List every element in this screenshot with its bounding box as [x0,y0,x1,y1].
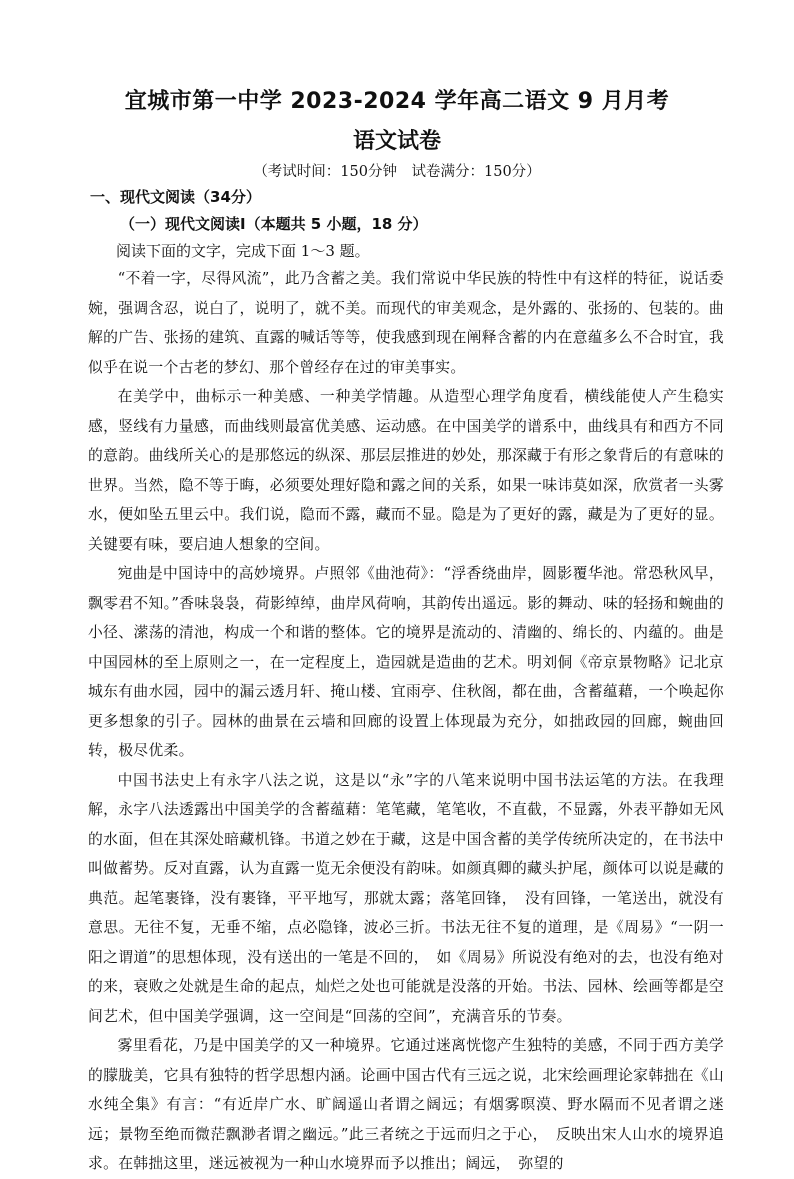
passage-paragraph-1: “不着一字，尽得风流”，此乃含蓄之美。我们常说中华民族的特性中有这样的特征，说话委婉，强调含忍，说白了，说明了，就不美。而现代的审美观念，是外露的、张扬的、包装的。曲解的广告、张扬的建筑、直露的喊话等等，使我感到现在阐释含蓄的内在意蕴多么不合时宜，我似乎在说一个古老的梦幻、那个曾经存在过的审美事实。 [88,270,724,376]
exam-title: 宜城市第一中学 2023-2024 学年高二语文 9 月月考 [124,89,670,114]
exam-info: （考试时间：150分钟 试卷满分：150分） [253,164,541,180]
passage-paragraph-3: 宛曲是中国诗中的高妙境界。卢照邻《曲池荷》：“浮香绕曲岸，圆影覆华池。常恐秋风早，飘零君不知。”香味袅袅，荷影绰绰，曲岸风荷响，其韵传出遥远。影的舞动、味的轻扬和蜿曲的小径、潆荡的清池，构成一个和谐的整体。它的境界是流动的、清幽的、绵长的、内蕴的。曲是中国园林的至上原则之一，在一定程度上，造园就是造曲的艺术。明刘侗《帝京景物略》记北京城东有曲水园，园中的漏云透月轩、掩山楼、宜雨亭、住秋阁，都在曲，含蓄蕴藉，一个唤起你更多想象的引子。园林的曲景在云墙和回廊的设置上体现最为充分，如拙政园的回廊，蜿曲回转，极尽优柔。 [88,565,724,759]
exam-subject-title: 语文试卷 [352,129,441,154]
passage-paragraph-2: 在美学中，曲标示一种美感、一种美学情趣。从造型心理学角度看，横线能使人产生稳实感，竖线有力量感，而曲线则最富优美感、运动感。在中国美学的谱系中，曲线具有和西方不同的意韵。曲线所关心的是那悠远的纵深、那层层推进的妙处，那深藏于有形之象背后的有意味的世界。当然，隐不等于晦，必须要处理好隐和露之间的关系，如果一味讳莫如深，欣赏者一头雾水，便如坠五里云中。我们说，隐而不露，藏而不显。隐是为了更好的露，藏是为了更好的显。关键要有味，要启迪人想象的空间。 [88,388,724,553]
reading-instruction: 阅读下面的文字，完成下面 1～3 题。 [116,242,370,260]
section-heading-part1: 一、现代文阅读（34分） [90,188,261,206]
section-subheading-reading1: （一）现代文阅读Ⅰ（本题共 5 小题，18 分） [120,215,428,233]
passage-paragraph-4: 中国书法史上有永字八法之说，这是以“永”字的八笔来说明中国书法运笔的方法。在我理解，永字八法透露出中国美学的含蓄蕴藉：笔笔藏，笔笔收，不直截，不显露，外表平静如无风的水面，但在其深处暗藏机锋。书道之妙在于藏，这是中国含蓄的美学传统所决定的，在书法中叫做蓄势。反对直露，认为直露一览无余便没有韵味。如颜真卿的藏头护尾，颜体可以说是藏的典范。起笔裹锋，没有裹锋，平平地写，那就太露；落笔回锋， 没有回锋，一笔送出，就没有意思。无往不复，无垂不缩，点必隐锋，波必三折。书法无往不复的道理，是《周易》“一阴一阳之谓道”的思想体现，没有送出的一笔是不回的， 如《周易》所说没有绝对的去，也没有绝对的来，衰败之处就是生命的起点，灿烂之处也可能就是没落的开始。书法、园林、绘画等都是空间艺术，但中国美学强调，这一空间是“回荡的空间”，充满音乐的节奏。 [88,771,724,1025]
passage-paragraph-5: 雾里看花，乃是中国美学的又一种境界。它通过迷离恍惚产生独特的美感，不同于西方美学的朦胧美，它具有独特的哲学思想内涵。论画中国古代有三远之说，北宋绘画理论家韩拙在《山水纯全集》有言：“有近岸广水、旷阔遥山者谓之阔远；有烟雾暝漠、野水隔而不见者谓之迷远；景物至绝而微茫飘渺者谓之幽远。”此三者统之于远而归之于心， 反映出宋人山水的境界追求。在韩拙这里，迷远被视为一种山水境界而予以推出；阔远， 弥望的 [88,1037,724,1172]
reading-passage [88,264,724,1179]
